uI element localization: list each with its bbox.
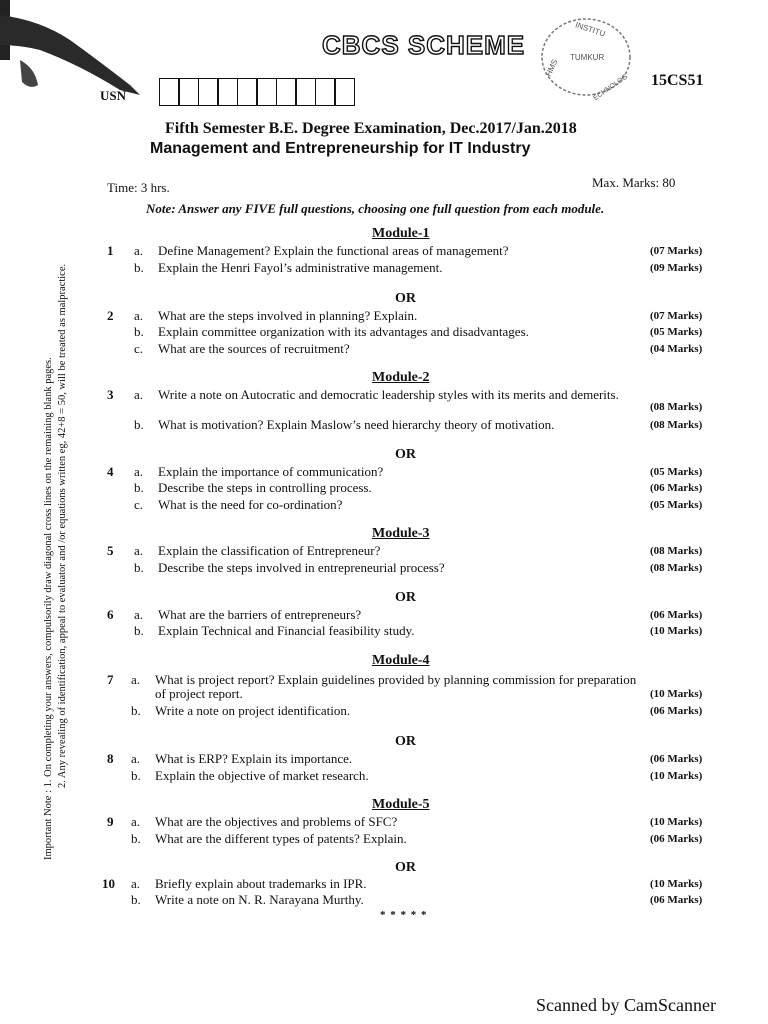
question-text: Explain committee organization with its advantages and disadvantages. — [158, 324, 529, 339]
question-part-letter: a. — [134, 543, 144, 558]
question-number: 10 — [102, 876, 115, 891]
question-part-letter: b. — [131, 892, 141, 907]
question-part-letter: a. — [131, 751, 141, 766]
question-text: What are the steps involved in planning? Explain. — [158, 308, 418, 323]
marks-label: (10 Marks) — [650, 878, 703, 890]
question-number: 7 — [107, 672, 114, 687]
usn-digit-box — [198, 78, 219, 106]
marks-label: (04 Marks) — [650, 343, 703, 355]
module-heading: Module-3 — [372, 526, 430, 541]
question-part-letter: a. — [134, 308, 144, 323]
question-part-letter: a. — [134, 607, 144, 622]
question-text: What is ERP? Explain its importance. — [155, 751, 353, 766]
module-heading: Module-5 — [372, 797, 430, 812]
question-number: 1 — [107, 243, 114, 258]
question-text-continued: of project report. — [155, 686, 243, 701]
question-part-letter: c. — [134, 341, 144, 356]
question-part-letter: b. — [134, 623, 144, 638]
marks-label: (06 Marks) — [650, 833, 703, 845]
or-separator: OR — [395, 590, 416, 605]
question-text: Describe the steps in controlling process. — [158, 480, 372, 495]
or-separator: OR — [395, 860, 416, 875]
question-number: 9 — [107, 814, 114, 829]
marks-label: (06 Marks) — [650, 753, 703, 765]
important-note-line-1: Important Note : 1. On completing your answers, compulsorily draw diagonal cross lines on the remaining blank pages. — [43, 357, 54, 860]
important-note — [42, 264, 70, 860]
question-number: 2 — [107, 308, 114, 323]
marks-label: (10 Marks) — [650, 816, 703, 828]
max-marks-label: Max. Marks: 80 — [592, 175, 676, 190]
question-text: Explain Technical and Financial feasibility study. — [158, 623, 415, 638]
usn-digit-box — [237, 78, 258, 106]
question-number: 6 — [107, 607, 114, 622]
question-part-letter: b. — [134, 260, 144, 275]
question-text: What are the objectives and problems of SFC? — [155, 814, 398, 829]
time-label: Time: 3 hrs. — [107, 180, 170, 195]
marks-label: (06 Marks) — [650, 609, 703, 621]
question-part-letter: b. — [131, 831, 141, 846]
module-heading: Module-2 — [372, 370, 430, 385]
usn-label: USN — [100, 88, 127, 103]
marks-label: (08 Marks) — [650, 419, 703, 431]
or-separator: OR — [395, 447, 416, 462]
question-number: 3 — [107, 387, 114, 402]
marks-label: (10 Marks) — [650, 625, 703, 637]
important-note-line-2: 2. Any revealing of identification, appeal to evaluator and /or equations written eg, 42+8 = 50, will be treated as malpractice. — [57, 263, 68, 788]
question-part-letter: b. — [131, 768, 141, 783]
question-text: Write a note on N. R. Narayana Murthy. — [155, 892, 364, 907]
question-text: What is the need for co-ordination? — [158, 497, 343, 512]
usn-digit-box — [295, 78, 316, 106]
usn-digit-box — [256, 78, 277, 106]
scanner-watermark: Scanned by CamScanner — [536, 995, 716, 1015]
question-part-letter: b. — [134, 417, 144, 432]
question-part-letter: a. — [131, 814, 141, 829]
question-number: 5 — [107, 543, 114, 558]
question-part-letter: c. — [134, 497, 144, 512]
subject-title: Management and Entrepreneurship for IT Industry — [150, 140, 531, 157]
question-text: Explain the objective of market research. — [155, 768, 369, 783]
scheme-stamp: CBCS SCHEME — [322, 30, 526, 60]
or-separator: OR — [395, 734, 416, 749]
marks-label: (06 Marks) — [650, 894, 703, 906]
question-text: Define Management? Explain the functional areas of management? — [158, 243, 509, 258]
subject-code: 15CS51 — [651, 72, 704, 89]
seal-middle-text: TUMKUR — [570, 53, 605, 62]
question-text: Write a note on Autocratic and democratic leadership styles with its merits and demerits. — [158, 387, 619, 402]
scan-artifact — [0, 0, 160, 110]
question-text: Briefly explain about trademarks in IPR. — [155, 876, 367, 891]
marks-label: (09 Marks) — [650, 262, 703, 274]
marks-label: (08 Marks) — [650, 545, 703, 557]
question-text: Explain the Henri Fayol’s administrative management. — [158, 260, 443, 275]
question-text: What are the sources of recruitment? — [158, 341, 350, 356]
or-separator: OR — [395, 291, 416, 306]
marks-label: (06 Marks) — [650, 705, 703, 717]
usn-digit-box — [315, 78, 336, 106]
marks-label: (10 Marks) — [650, 688, 703, 700]
usn-digit-box — [217, 78, 238, 106]
question-number: 8 — [107, 751, 114, 766]
exam-title: Fifth Semester B.E. Degree Examination, Dec.2017/Jan.2018 — [165, 120, 577, 137]
marks-label: (10 Marks) — [650, 770, 703, 782]
usn-boxes — [160, 78, 355, 106]
question-part-letter: a. — [134, 243, 144, 258]
marks-label: (05 Marks) — [650, 499, 703, 511]
usn-digit-box — [178, 78, 199, 106]
question-part-letter: a. — [131, 876, 141, 891]
question-text: Describe the steps involved in entrepreneurial process? — [158, 560, 445, 575]
usn-digit-box — [276, 78, 297, 106]
marks-label: (08 Marks) — [650, 562, 703, 574]
marks-label: (08 Marks) — [650, 401, 703, 413]
question-part-letter: b. — [134, 480, 144, 495]
question-number: 4 — [107, 464, 114, 479]
module-heading: Module-1 — [372, 226, 430, 241]
question-text: What are the different types of patents? Explain. — [155, 831, 407, 846]
end-mark: * * * * * — [380, 909, 428, 921]
question-part-letter: b. — [134, 560, 144, 575]
marks-label: (06 Marks) — [650, 482, 703, 494]
usn-digit-box — [334, 78, 355, 106]
marks-label: (05 Marks) — [650, 326, 703, 338]
seal-bottom-text: ECHNOLOG — [592, 73, 630, 102]
question-part-letter: b. — [131, 703, 141, 718]
usn-digit-box — [159, 78, 180, 106]
question-part-letter: a. — [134, 464, 144, 479]
question-text: What is motivation? Explain Maslow’s need hierarchy theory of motivation. — [158, 417, 555, 432]
question-part-letter: a. — [131, 672, 141, 687]
institute-seal-icon — [536, 12, 636, 102]
question-text: What is project report? Explain guidelines provided by planning commission for preparation — [155, 672, 637, 687]
question-part-letter: b. — [134, 324, 144, 339]
question-text: Explain the classification of Entrepreneur? — [158, 543, 381, 558]
question-text: Explain the importance of communication? — [158, 464, 384, 479]
question-text: What are the barriers of entrepreneurs? — [158, 607, 362, 622]
question-part-letter: a. — [134, 387, 144, 402]
marks-label: (07 Marks) — [650, 245, 703, 257]
marks-label: (07 Marks) — [650, 310, 703, 322]
marks-label: (05 Marks) — [650, 466, 703, 478]
module-heading: Module-4 — [372, 653, 430, 668]
instruction-note: Note: Answer any FIVE full questions, choosing one full question from each module. — [146, 201, 605, 216]
seal-top-text: INSTITU — [574, 20, 607, 39]
question-text: Write a note on project identification. — [155, 703, 351, 718]
seal-left-text: HMS — [543, 57, 560, 78]
